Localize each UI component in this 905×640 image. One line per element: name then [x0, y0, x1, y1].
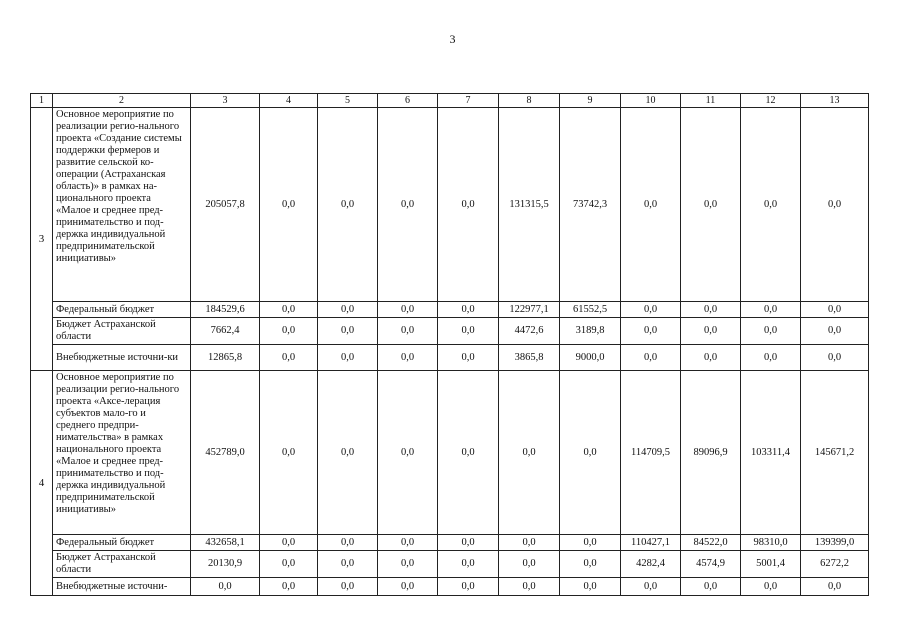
value-cell: 0,0: [378, 371, 438, 535]
value-cell: 0,0: [191, 578, 260, 596]
value-cell: 122977,1: [499, 302, 560, 318]
value-cell: 0,0: [621, 578, 681, 596]
value-cell: 0,0: [260, 318, 318, 345]
row-index: 3: [31, 108, 53, 371]
column-header: 3: [191, 94, 260, 108]
value-cell: 0,0: [438, 551, 499, 578]
value-cell: 114709,5: [621, 371, 681, 535]
value-cell: 20130,9: [191, 551, 260, 578]
value-cell: 184529,6: [191, 302, 260, 318]
funding-source-row: [31, 551, 869, 578]
value-cell: 0,0: [318, 302, 378, 318]
column-header: 9: [560, 94, 621, 108]
table-row: [31, 108, 869, 302]
activity-description: Основное мероприятие по реализации регио-нального проекта «Аксе-лерация субъектов мало-го и среднего предпри-нимательства» в рамках национального проекта «Малое и среднее пред-принимательство и под-держка индивидуальной предпринимательской инициативы»: [53, 371, 191, 535]
value-cell: 4574,9: [681, 551, 741, 578]
column-header: 12: [741, 94, 801, 108]
value-cell: 103311,4: [741, 371, 801, 535]
value-cell: 0,0: [438, 578, 499, 596]
value-cell: 0,0: [560, 551, 621, 578]
value-cell: 0,0: [681, 345, 741, 371]
value-cell: 0,0: [378, 345, 438, 371]
value-cell: 0,0: [438, 371, 499, 535]
funding-source-label: Внебюджетные источни-: [53, 578, 191, 596]
column-header: 10: [621, 94, 681, 108]
value-cell: 0,0: [741, 302, 801, 318]
value-cell: 0,0: [378, 302, 438, 318]
value-cell: 205057,8: [191, 108, 260, 302]
value-cell: 131315,5: [499, 108, 560, 302]
value-cell: 0,0: [318, 318, 378, 345]
value-cell: 432658,1: [191, 535, 260, 551]
value-cell: 4282,4: [621, 551, 681, 578]
value-cell: 110427,1: [621, 535, 681, 551]
value-cell: 0,0: [378, 535, 438, 551]
value-cell: 12865,8: [191, 345, 260, 371]
value-cell: 0,0: [681, 578, 741, 596]
value-cell: 0,0: [318, 535, 378, 551]
value-cell: 0,0: [260, 108, 318, 302]
value-cell: 98310,0: [741, 535, 801, 551]
column-header: 6: [378, 94, 438, 108]
value-cell: 139399,0: [801, 535, 869, 551]
header-row: [31, 94, 869, 108]
funding-source-row: [31, 345, 869, 371]
value-cell: 452789,0: [191, 371, 260, 535]
value-cell: 0,0: [621, 302, 681, 318]
value-cell: 0,0: [318, 345, 378, 371]
value-cell: 0,0: [378, 578, 438, 596]
column-header: 5: [318, 94, 378, 108]
value-cell: 0,0: [438, 345, 499, 371]
funding-source-label: Бюджет Астраханской области: [53, 551, 191, 578]
value-cell: 0,0: [621, 345, 681, 371]
value-cell: 73742,3: [560, 108, 621, 302]
value-cell: 84522,0: [681, 535, 741, 551]
value-cell: 4472,6: [499, 318, 560, 345]
value-cell: 145671,2: [801, 371, 869, 535]
value-cell: 0,0: [560, 371, 621, 535]
value-cell: 0,0: [560, 535, 621, 551]
value-cell: 0,0: [801, 345, 869, 371]
column-header: 7: [438, 94, 499, 108]
value-cell: 0,0: [681, 302, 741, 318]
value-cell: 0,0: [260, 345, 318, 371]
column-header: 4: [260, 94, 318, 108]
value-cell: 0,0: [499, 371, 560, 535]
value-cell: 0,0: [741, 108, 801, 302]
value-cell: 0,0: [801, 302, 869, 318]
value-cell: 0,0: [378, 551, 438, 578]
value-cell: 0,0: [438, 318, 499, 345]
column-header: 2: [53, 94, 191, 108]
value-cell: 0,0: [560, 578, 621, 596]
value-cell: 0,0: [438, 108, 499, 302]
page-number: 3: [449, 32, 456, 46]
value-cell: 0,0: [801, 318, 869, 345]
table-row: [31, 371, 869, 535]
value-cell: 0,0: [499, 551, 560, 578]
column-header: 11: [681, 94, 741, 108]
budget-table: [30, 93, 869, 596]
value-cell: 7662,4: [191, 318, 260, 345]
value-cell: 0,0: [499, 535, 560, 551]
value-cell: 0,0: [741, 578, 801, 596]
row-index: 4: [31, 371, 53, 596]
funding-source-row: [31, 535, 869, 551]
value-cell: 0,0: [438, 535, 499, 551]
value-cell: 5001,4: [741, 551, 801, 578]
column-header: 8: [499, 94, 560, 108]
funding-source-label: Федеральный бюджет: [53, 535, 191, 551]
value-cell: 0,0: [318, 551, 378, 578]
column-header: 1: [31, 94, 53, 108]
value-cell: 0,0: [378, 108, 438, 302]
value-cell: 0,0: [260, 551, 318, 578]
value-cell: 0,0: [621, 318, 681, 345]
funding-source-label: Бюджет Астраханской области: [53, 318, 191, 345]
value-cell: 9000,0: [560, 345, 621, 371]
value-cell: 0,0: [741, 318, 801, 345]
value-cell: 0,0: [741, 345, 801, 371]
value-cell: 89096,9: [681, 371, 741, 535]
value-cell: 0,0: [801, 578, 869, 596]
funding-source-label: Федеральный бюджет: [53, 302, 191, 318]
value-cell: 3865,8: [499, 345, 560, 371]
value-cell: 6272,2: [801, 551, 869, 578]
value-cell: 0,0: [318, 108, 378, 302]
activity-description: Основное мероприятие по реализации регио-нального проекта «Создание системы поддержки фермеров и развитие сельской ко-операции (Астраханская область)» в рамках на-ционального проекта «Малое и среднее пред-принимательство и под-держка индивидуальной предпринимательской инициативы»: [53, 108, 191, 302]
value-cell: 0,0: [318, 578, 378, 596]
value-cell: 61552,5: [560, 302, 621, 318]
funding-source-row: [31, 578, 869, 596]
value-cell: 0,0: [260, 302, 318, 318]
funding-source-row: [31, 318, 869, 345]
funding-source-label: Внебюджетные источни-ки: [53, 345, 191, 371]
value-cell: 0,0: [681, 318, 741, 345]
value-cell: 0,0: [260, 535, 318, 551]
column-header: 13: [801, 94, 869, 108]
value-cell: 0,0: [681, 108, 741, 302]
value-cell: 0,0: [318, 371, 378, 535]
funding-source-row: [31, 302, 869, 318]
value-cell: 0,0: [378, 318, 438, 345]
value-cell: 0,0: [260, 578, 318, 596]
value-cell: 0,0: [499, 578, 560, 596]
value-cell: 0,0: [438, 302, 499, 318]
value-cell: 0,0: [801, 108, 869, 302]
value-cell: 3189,8: [560, 318, 621, 345]
value-cell: 0,0: [621, 108, 681, 302]
value-cell: 0,0: [260, 371, 318, 535]
